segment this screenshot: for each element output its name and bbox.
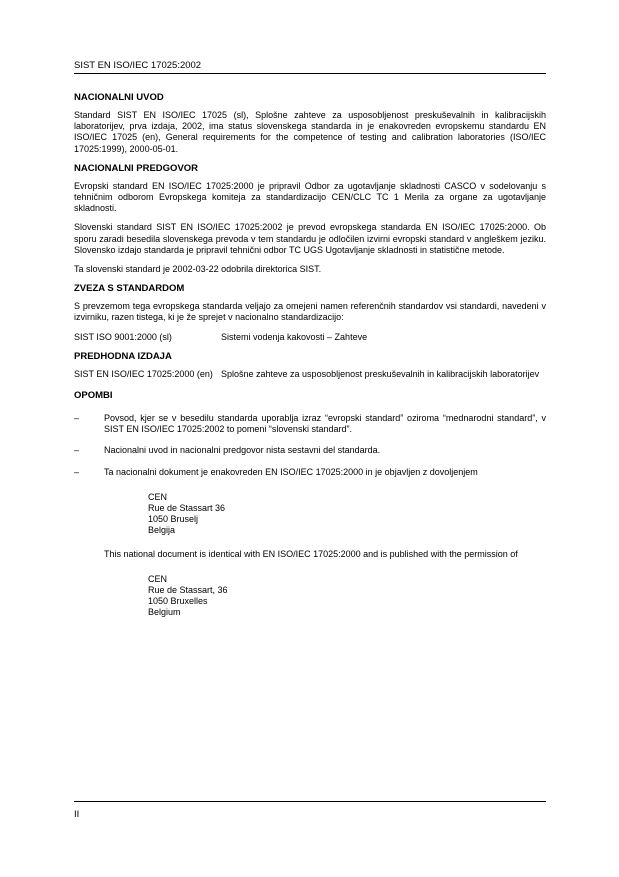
note-text: Povsod, kjer se v besedilu standarda uporablja izraz “evropski standard” oziroma “mednarodni standard”, v SIST EN ISO/IEC 17025:2002 to pomeni “slovenski standard”. [104, 413, 546, 435]
section-heading-zveza: ZVEZA S STANDARDOM [74, 283, 185, 295]
note-item [74, 445, 546, 456]
paragraph: Slovenski standard SIST EN ISO/IEC 17025:2002 je prevod evropskega standarda EN ISO/IEC 17025:2000. Ob sporu zaradi besedila slovenskega prevoda v tem standardu je odločilen izvirni evropski standard v angleškem jeziku. Slovensko izdajo standarda je pripravil tehnični odbor TC UGS Ugotavljanje skladnosti in statistične metode. [74, 222, 546, 255]
section-heading-predgovor: NACIONALNI PREDGOVOR [74, 162, 199, 174]
paragraph: Ta slovenski standard je 2002-03-22 odobrila direktorica SIST. [74, 264, 322, 275]
page-body [74, 92, 546, 631]
list-dash: – [74, 466, 80, 477]
english-statement: This national document is identical with EN ISO/IEC 17025:2000 and is published with the permission of [104, 548, 518, 559]
reference-code: SIST EN ISO/IEC 17025:2000 (en) [74, 368, 213, 379]
page-number: II [74, 809, 80, 820]
address-line: Belgium [148, 607, 181, 618]
note-item [74, 467, 546, 478]
reference-code: SIST ISO 9001:2000 (sl) [74, 331, 172, 342]
note-text: Ta nacionalni dokument je enakovreden EN ISO/IEC 17025:2000 in je objavljen z dovoljenjem [104, 466, 478, 477]
reference-row [74, 369, 546, 380]
section-heading-opombi: OPOMBI [74, 390, 113, 402]
paragraph: S prevzemom tega evropskega standarda veljajo za omejeni namen referenčnih standardov vsi standardi, navedeni v izvirniku, razen tistega, ki je že sprejet v nacionalno standardizacijo: [74, 301, 546, 323]
reference-title: Sistemi vodenja kakovosti – Zahteve [221, 331, 368, 342]
address-line: Belgija [148, 525, 176, 536]
note-text: Nacionalni uvod in nacionalni predgovor nista sestavni del standarda. [104, 445, 381, 456]
footer-rule [74, 801, 546, 802]
paragraph: Evropski standard EN ISO/IEC 17025:2000 je pripravil Odbor za ugotavljanje skladnosti CASCO v sodelovanju s tehničnim odborom Evropskega komiteja za standardizacijo CEN/CLC TC 1 Merila za organe za ugotavljanje skladnosti. [74, 180, 546, 214]
reference-title: Splošne zahteve za usposobljenost preskuševalnih in kalibracijskih laboratorijev [221, 368, 540, 379]
header-rule [74, 73, 546, 74]
address-block-en [148, 574, 546, 619]
address-line: CEN [148, 491, 168, 502]
section-heading-uvod: NACIONALNI UVOD [74, 92, 164, 103]
address-line: 1050 Bruxelles [148, 596, 208, 607]
reference-row [74, 332, 546, 343]
address-line: CEN [148, 573, 168, 584]
address-line: 1050 Bruselj [148, 514, 199, 525]
address-line: Rue de Stassart, 36 [148, 585, 228, 596]
section-heading-predhodna: PREDHODNA IZDAJA [74, 350, 172, 362]
list-dash: – [74, 413, 80, 424]
running-header: SIST EN ISO/IEC 17025:2002 [74, 60, 202, 71]
address-line: Rue de Stassart 36 [148, 503, 226, 514]
note-item [74, 413, 546, 435]
address-block-sl [148, 492, 546, 537]
list-dash: – [74, 445, 80, 456]
paragraph: Standard SIST EN ISO/IEC 17025 (sl), Splošne zahteve za usposobljenost preskuševalnih in kalibracijskih laboratorijev, prva izdaja, 2002, ima status slovenskega standarda in je enakovreden evropskemu standardu EN ISO/IEC 17025 (en), General requirements for the competence of testing and calibration laboratories (ISO/IEC 17025:1999), 2000-05-01. [74, 110, 546, 154]
